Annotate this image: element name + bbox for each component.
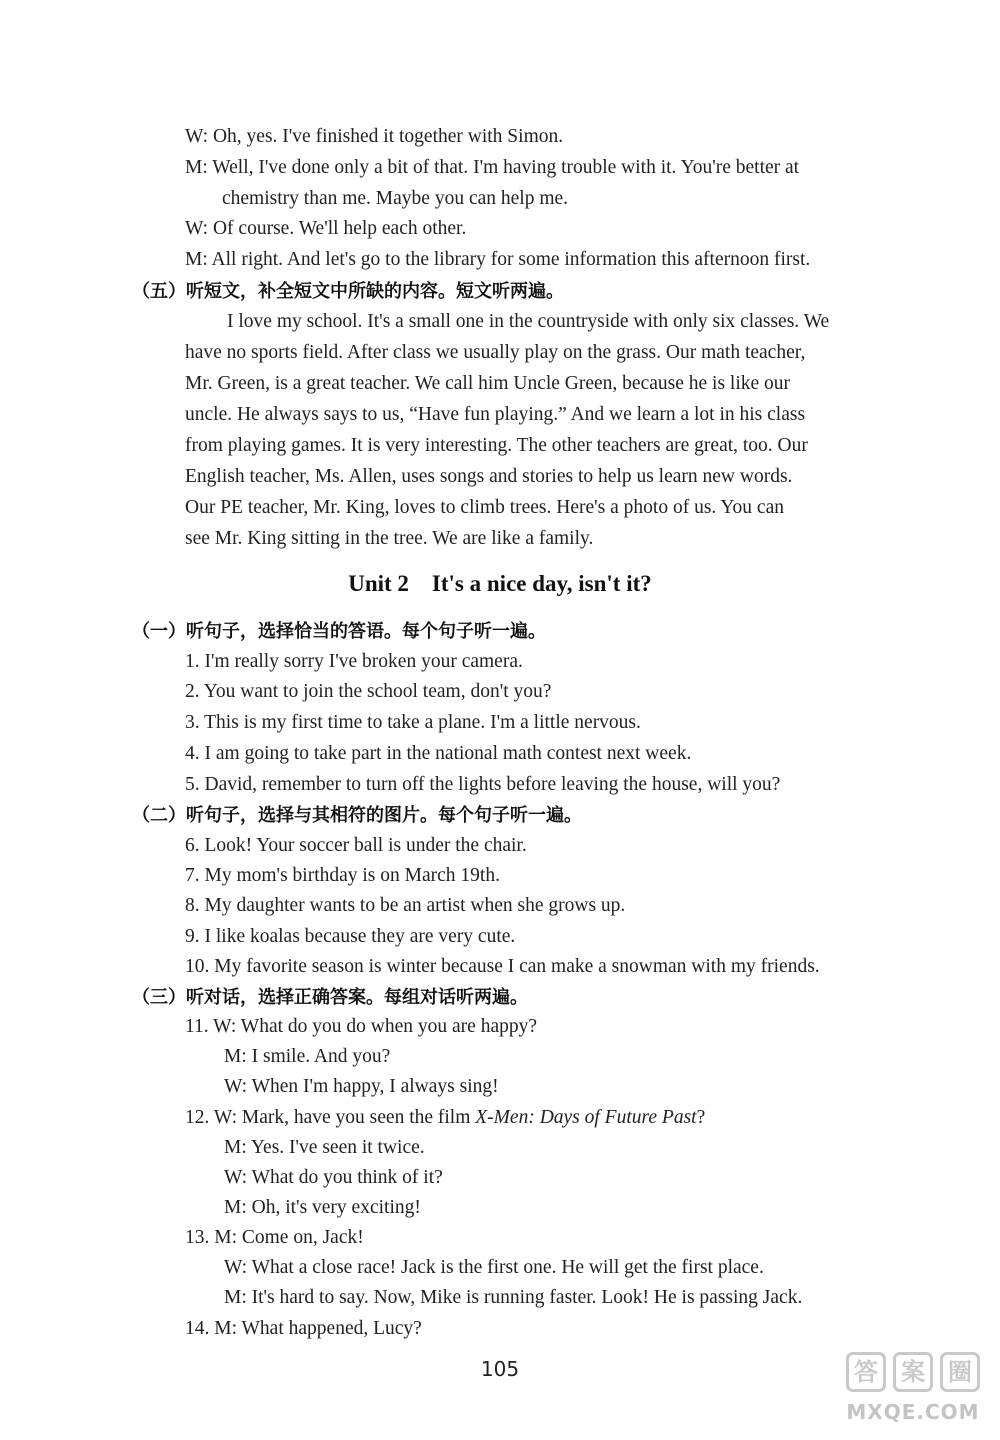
question-item: 8. My daughter wants to be an artist when she grows up.: [185, 895, 626, 916]
passage-line: I love my school. It's a small one in the countryside with only six classes. We: [227, 311, 830, 332]
dialogue-line: 14. M: What happened, Lucy?: [185, 1318, 422, 1339]
passage-line: from playing games. It is very interesting. The other teachers are great, too. Our: [185, 435, 808, 456]
question-item: 1. I'm really sorry I've broken your camera.: [185, 651, 523, 672]
passage-line: Our PE teacher, Mr. King, loves to climb trees. Here's a photo of us. You can: [185, 497, 784, 518]
dialogue-line: W: When I'm happy, I always sing!: [224, 1076, 499, 1097]
dialogue-line: W: What do you think of it?: [224, 1167, 443, 1188]
dialogue-line: W: Oh, yes. I've finished it together with Simon.: [185, 126, 564, 147]
dialogue-line: M: Oh, it's very exciting!: [224, 1197, 421, 1218]
watermark-logo: [838, 1352, 988, 1432]
dialogue-line: 13. M: Come on, Jack!: [185, 1227, 364, 1248]
dialogue-line: W: Of course. We'll help each other.: [185, 218, 467, 239]
watermark-char: 案: [893, 1352, 933, 1392]
watermark-site: MXQE.COM: [846, 1400, 980, 1424]
passage-line: see Mr. King sitting in the tree. We are like a family.: [185, 528, 594, 549]
dialogue-line: [185, 1105, 705, 1131]
question-item: 4. I am going to take part in the national math contest next week.: [185, 743, 692, 764]
passage-line: Mr. Green, is a great teacher. We call him Uncle Green, because he is like our: [185, 373, 791, 394]
watermark-char: 圈: [940, 1352, 980, 1392]
dialogue-line: 11. W: What do you do when you are happy?: [185, 1016, 537, 1037]
dialogue-line: M: All right. And let's go to the library for some information this afternoon first.: [185, 249, 811, 270]
dialogue-line: M: I smile. And you?: [224, 1046, 391, 1067]
question-item: 6. Look! Your soccer ball is under the chair.: [185, 835, 527, 856]
dialogue-line: M: Well, I've done only a bit of that. I'm having trouble with it. You're better at: [185, 157, 800, 178]
dialogue-line: M: It's hard to say. Now, Mike is running faster. Look! He is passing Jack.: [224, 1287, 803, 1308]
question-item: 2. You want to join the school team, don't you?: [185, 681, 552, 702]
passage-line: have no sports field. After class we usually play on the grass. Our math teacher,: [185, 342, 806, 363]
section-heading: （二）听句子，选择与其相符的图片。每个句子听一遍。: [132, 805, 582, 826]
section-heading: （五）听短文，补全短文中所缺的内容。短文听两遍。: [132, 281, 564, 302]
page-number: 105: [480, 1357, 520, 1381]
dialogue-text: ?: [696, 1107, 706, 1128]
section-heading: （三）听对话，选择正确答案。每组对话听两遍。: [132, 987, 528, 1008]
watermark-char: 答: [846, 1352, 886, 1392]
dialogue-text: 12. W: Mark, have you seen the film: [185, 1107, 476, 1128]
question-item: 9. I like koalas because they are very cute.: [185, 926, 516, 947]
question-item: 3. This is my first time to take a plane. I'm a little nervous.: [185, 712, 641, 733]
dialogue-line: chemistry than me. Maybe you can help me.: [222, 188, 569, 209]
passage-line: uncle. He always says to us, “Have fun playing.” And we learn a lot in his class: [185, 404, 806, 425]
section-heading: （一）听句子，选择恰当的答语。每个句子听一遍。: [132, 621, 546, 642]
question-item: 5. David, remember to turn off the lights before leaving the house, will you?: [185, 774, 781, 795]
question-item: 10. My favorite season is winter because I can make a snowman with my friends.: [185, 956, 820, 977]
dialogue-line: M: Yes. I've seen it twice.: [224, 1137, 425, 1158]
question-item: 7. My mom's birthday is on March 19th.: [185, 865, 500, 886]
dialogue-line: W: What a close race! Jack is the first one. He will get the first place.: [224, 1257, 764, 1278]
unit-title: Unit 2 It's a nice day, isn't it?: [348, 571, 652, 596]
passage: [185, 306, 942, 554]
passage-line: English teacher, Ms. Allen, uses songs and stories to help us learn new words.: [185, 466, 793, 487]
film-title: X-Men: Days of Future Past: [475, 1107, 697, 1128]
